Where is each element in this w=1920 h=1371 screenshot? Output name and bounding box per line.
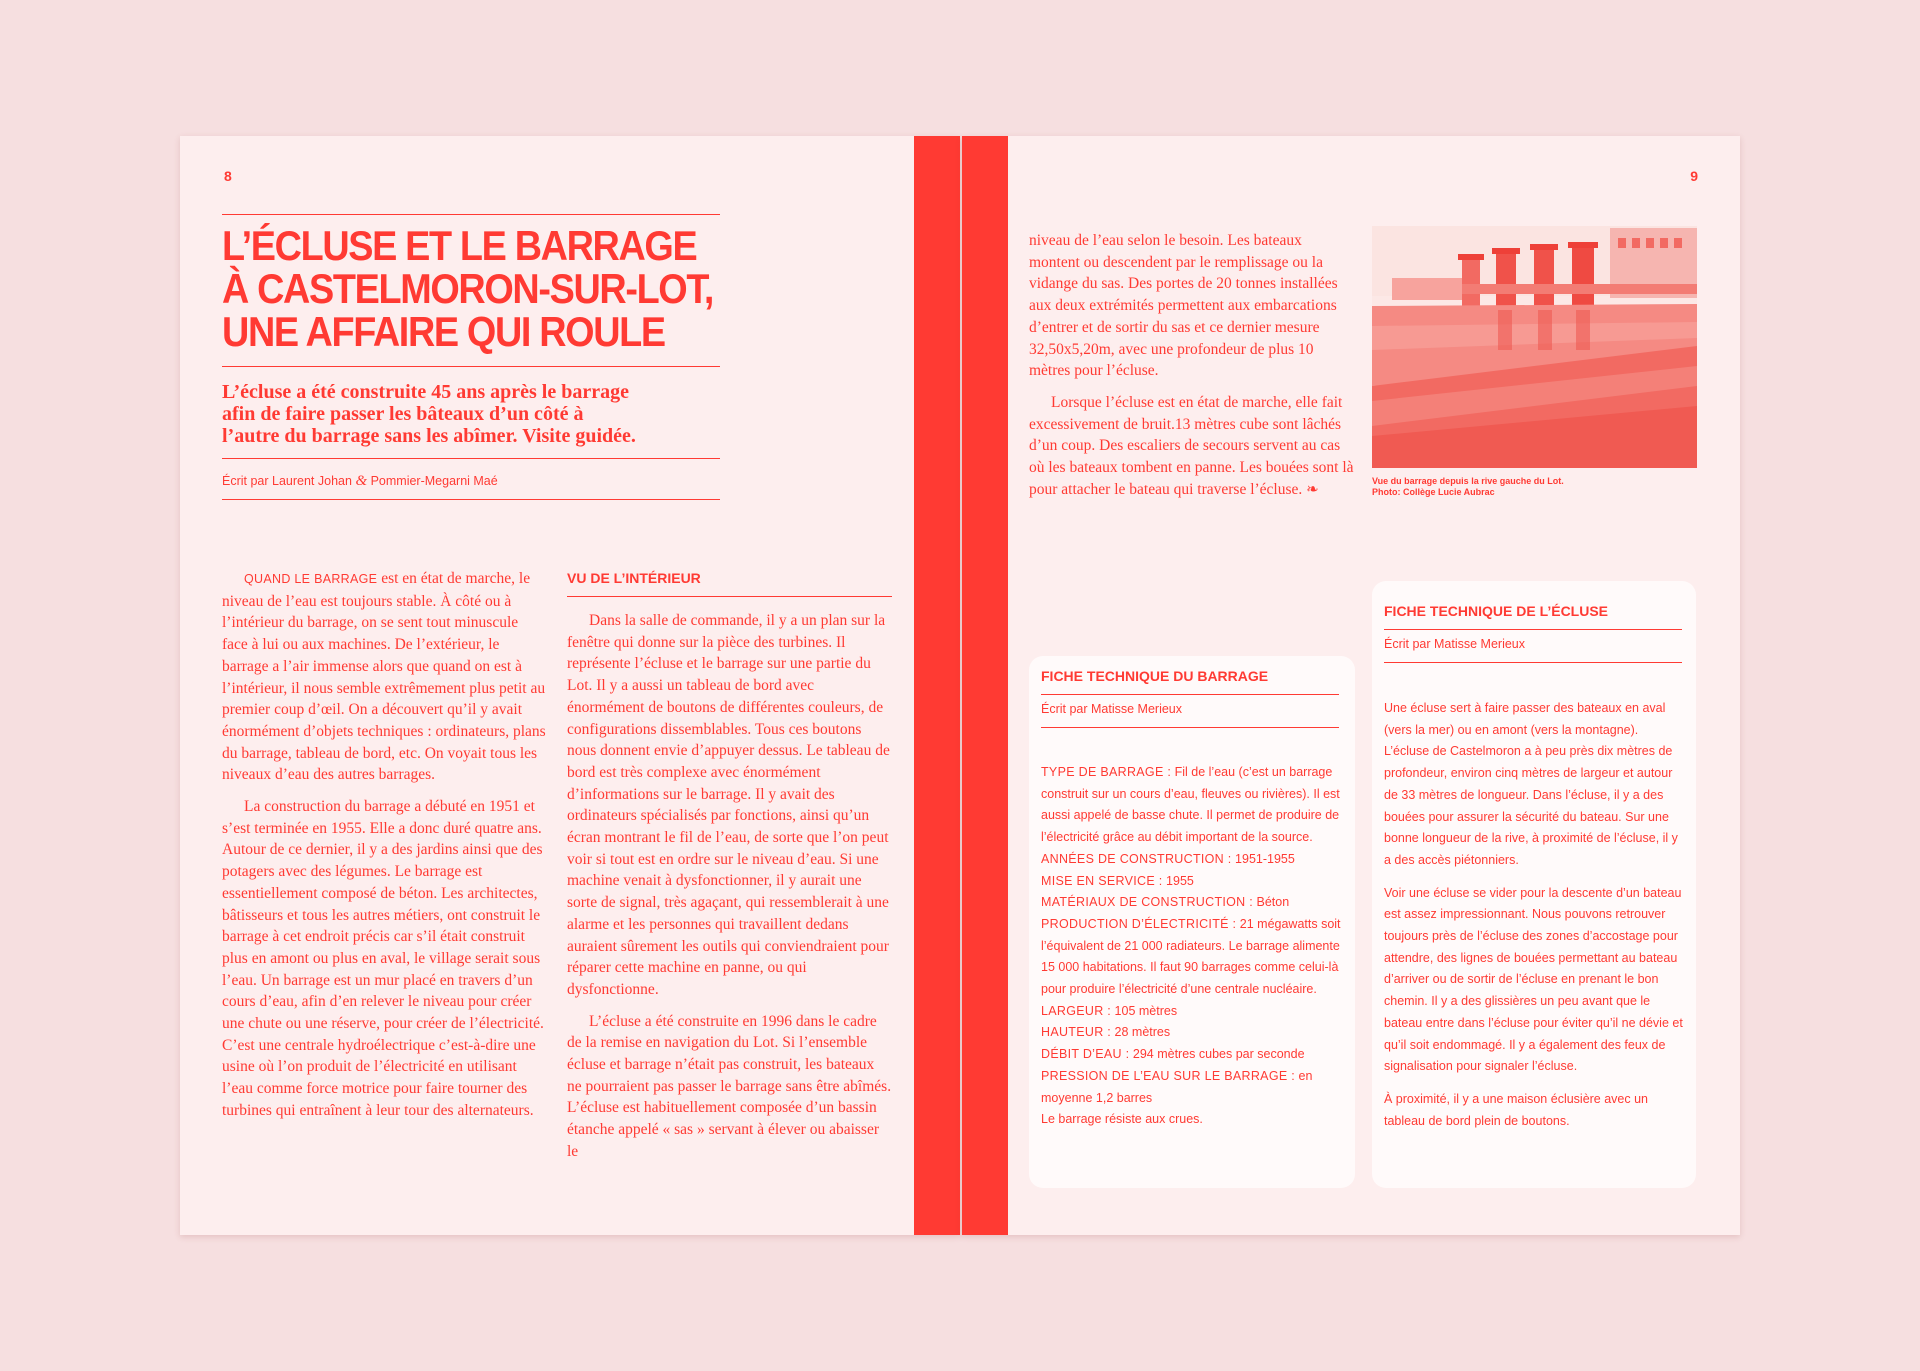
article-deck: L’écluse a été construite 45 ans après le barrage afin de faire passer les bâteaux d’un côté à l’autre du barrage sans les abîmer. Visite guidée.: [222, 381, 636, 447]
title-line-2: À CASTELMORON-SUR-LOT,: [222, 265, 714, 312]
spec-item: [1041, 892, 1343, 914]
card-barrage-title: FICHE TECHNIQUE DU BARRAGE: [1041, 668, 1269, 684]
spine-band-left: [914, 136, 960, 1235]
paragraph: L’écluse a été construite en 1996 dans le cadre de la remise en navigation du Lot. Si l’ensemble écluse et barrage n’était pas construit, les bateaux ne pourraient pas passer le barrage sans être abîmés. L’écluse est habituellement composée d’un bassin étanche appelé « sas » servant à élever ou abaisser le: [567, 1012, 892, 1160]
spec-label: TYPE DE BARRAGE :: [1041, 765, 1172, 779]
spec-label: ANNÉES DE CONSTRUCTION :: [1041, 851, 1232, 866]
left-page: [180, 136, 960, 1235]
lead-in: QUAND LE BARRAGE: [244, 572, 378, 586]
paragraph: La construction du barrage a débuté en 1951 et s’est terminée en 1955. Elle a donc duré quatre ans. Autour de ce dernier, il y a des jardins ainsi que des potagers avec des légumes. Le barrage est essentiellement composé de béton. Les architectes, bâtisseurs et tous les autres métiers, ont construit le barrage à cet endroit précis car s’il était construit plus en amont ou plus en aval, le village serait sous l’eau. Un barrage est un mur placé en travers d’un cours d’eau, afin d’en relever le niveau pour créer une chute ou une réserve, pour créer de l’électricité. C’est une centrale hydroélectrique c’est-à-dire une usine où l’on produit de l’électricité en utilisant l’eau comme force motrice pour faire tourner des turbines qui entraînent à leur tour des alternateurs.: [222, 798, 544, 1119]
deck-rule: [222, 458, 720, 459]
caption-line-2: Photo: Collège Lucie Aubrac: [1372, 487, 1495, 497]
card-ecluse-byline-rule: [1384, 662, 1682, 663]
card-ecluse-title: FICHE TECHNIQUE DE L’ÉCLUSE: [1384, 603, 1609, 619]
byline-author-1: Écrit par Laurent Johan: [222, 474, 352, 488]
spec-value: 1955: [1162, 873, 1194, 888]
spec-item: [1041, 1022, 1343, 1044]
page-number-left: 8: [224, 168, 232, 184]
article-column-1: [222, 568, 547, 1132]
spine-band-right: [962, 136, 1008, 1235]
card-barrage-closing: Le barrage résiste aux crues.: [1041, 1112, 1203, 1127]
byline-author-2: Pommier-Megarni Maé: [370, 474, 498, 488]
article-column-2: [567, 610, 892, 1173]
article-byline: [222, 473, 498, 490]
title-line-1: L’ÉCLUSE ET LE BARRAGE: [222, 222, 697, 269]
spec-item: [1041, 849, 1343, 871]
dam-photo: [1372, 226, 1697, 468]
card-barrage: [1029, 656, 1355, 1188]
card-ecluse: [1372, 581, 1696, 1188]
article-column-3: [1029, 230, 1354, 511]
spec-value: 294 mètres cubes par seconde: [1129, 1047, 1305, 1062]
spec-value: 1951-1955: [1231, 851, 1295, 866]
spec-label: PRESSION DE L’EAU SUR LE BARRAGE :: [1041, 1068, 1296, 1083]
card-ecluse-body: [1384, 698, 1684, 1143]
paragraph: Lorsque l’écluse est en état de marche, elle fait excessivement de bruit.13 mètres cube sont lâchés d’un coup. Des escaliers de secours servent au cas où les bateaux tombent en panne. Les bouées sont là pour attacher le bateau qui traverse l’écluse. ❧: [1029, 393, 1354, 498]
page-number-right: 9: [1690, 168, 1698, 184]
spec-item: [1041, 914, 1343, 1001]
title-top-rule: [222, 214, 720, 215]
spec-item: [1041, 1001, 1343, 1023]
spec-value: Béton: [1253, 895, 1290, 910]
title-bottom-rule: [222, 366, 720, 367]
paragraph: Dans la salle de commande, il y a un plan sur la fenêtre qui donne sur la pièce des turbines. Il représente l’écluse et le barrage sur une partie du Lot. Il y a aussi un tableau de bord avec énormément de boutons de différentes couleurs, de configurations dissemblables. Tous ces boutons nous donnent envie d’appuyer dessus. Le tableau de bord est très complexe avec énormément d’informations sur le barrage. Il y avait des ordinateurs spécialisés par fonctions, ainsi qu’un écran montrant le fil de l’eau, de sorte que l’on peut voir si tout est en ordre sur le niveau d’eau. Si une machine venait à dysfonctionner, il y aurait une sorte de signal, très agaçant, qui ressemblerait à une alarme et les personnes qui travaillent dedans auraient sûrement les outils qui conviendraient pour réparer cette machine en panne, ou qui dysfonctionne.: [567, 612, 890, 998]
caption-line-1: Vue du barrage depuis la rive gauche du Lot.: [1372, 476, 1564, 486]
spec-label: DÉBIT D’EAU :: [1041, 1047, 1130, 1062]
spec-value: Fil de l’eau (c’est un barrage construit sur un cours d’eau, fleuves ou rivières). Il est aussi appelé de basse chute. Il permet de produire de l’électricité grâce au débit important de la source.: [1041, 765, 1340, 845]
card-barrage-byline: Écrit par Matisse Merieux: [1041, 702, 1183, 716]
spec-label: LARGEUR :: [1041, 1003, 1112, 1018]
spec-item: [1041, 871, 1343, 893]
article-title: [222, 222, 714, 355]
byline-ampersand: &: [355, 473, 368, 489]
end-mark-icon: ❧: [1306, 481, 1319, 498]
spec-item: [1041, 1066, 1343, 1109]
spec-label: MISE EN SERVICE :: [1041, 873, 1163, 888]
spec-value: en moyenne 1,2 barres: [1041, 1068, 1313, 1105]
paragraph: QUAND LE BARRAGE est en état de marche, le niveau de l’eau est toujours stable. À côté ou à l’intérieur du barrage, on se sent tout minuscule face à lui ou aux machines. De l’extérieur, le barrage a l’air immense alors que quand on est à l’intérieur, il nous semble extrêmement plus petit au premier coup d’œil. On a découvert qu’il y avait énormément d’objets techniques : ordinateurs, plans du barrage, tableau de bord, etc. On voyait tous les niveaux d’eau des autres barrages.: [222, 570, 546, 784]
card-barrage-body: [1041, 762, 1343, 1131]
card-ecluse-byline: Écrit par Matisse Merieux: [1384, 637, 1526, 651]
paragraph: niveau de l’eau selon le besoin. Les bateaux montent ou descendent par le remplissage ou la vidange du sas. Des portes de 20 tonnes installées aux deux extrémités permettent aux embarcations d’entrer et de sortir du sas et ce dernier mesure 32,50x5,20m, avec une profondeur de plus 10 mètres pour l’écluse.: [1029, 232, 1338, 380]
card-ecluse-title-rule: [1384, 629, 1682, 630]
spec-label: HAUTEUR :: [1041, 1025, 1112, 1040]
paragraph: À proximité, il y a une maison éclusière avec un tableau de bord plein de boutons.: [1384, 1091, 1649, 1128]
spec-item: [1041, 1044, 1343, 1066]
spec-value: 21 mégawatts soit l’équivalent de 21 000 radiateurs. Le barrage alimente 15 000 habitations. Il faut 90 barrages comme celui-là pour produire l’électricité d’une centrale nucléaire.: [1041, 916, 1341, 997]
paragraph: Voir une écluse se vider pour la descente d’un bateau est assez impressionnant. Nous pouvons retrouver toujours près de l’écluse des zones d’accostage pour attendre, des lignes de bouées permettant au bateau d’arriver ou de sortir de l’écluse en prenant le bon chemin. Il y a des glissières un peu avant que le bateau entre dans l’écluse pour éviter qu’il ne dévie et qu’il soit endommagé. Il y a également des feux de signalisation pour signaler l’écluse.: [1384, 885, 1683, 1074]
card-barrage-byline-rule: [1041, 727, 1339, 728]
spec-value: 28 mètres: [1111, 1025, 1171, 1040]
spec-label: MATÉRIAUX DE CONSTRUCTION :: [1041, 895, 1254, 910]
title-line-3: UNE AFFAIRE QUI ROULE: [222, 308, 665, 355]
spec-value: 105 mètres: [1111, 1003, 1178, 1018]
spec-label: PRODUCTION D’ÉLECTRICITÉ :: [1041, 916, 1237, 931]
spec-item: [1041, 762, 1343, 849]
section-heading-interior: VU DE L’INTÉRIEUR: [567, 570, 701, 586]
dam-photo-illustration: [1372, 226, 1697, 468]
byline-rule: [222, 499, 720, 500]
card-barrage-spec-list: [1041, 762, 1343, 1109]
section-heading-rule: [567, 596, 892, 597]
right-page: [962, 136, 1740, 1235]
photo-caption: [1372, 476, 1702, 498]
card-barrage-title-rule: [1041, 694, 1339, 695]
paragraph: Une écluse sert à faire passer des bateaux en aval (vers la mer) ou en amont (vers la montagne). L’écluse de Castelmoron a à peu près dix mètres de profondeur, environ cinq mètres de largeur et autour de 33 mètres de longueur. Dans l’écluse, il y a des bouées pour assurer la sécurité du bateau. Sur une bonne longueur de la rive, à proximité de l’écluse, il y a des accès piétonniers.: [1384, 701, 1678, 867]
